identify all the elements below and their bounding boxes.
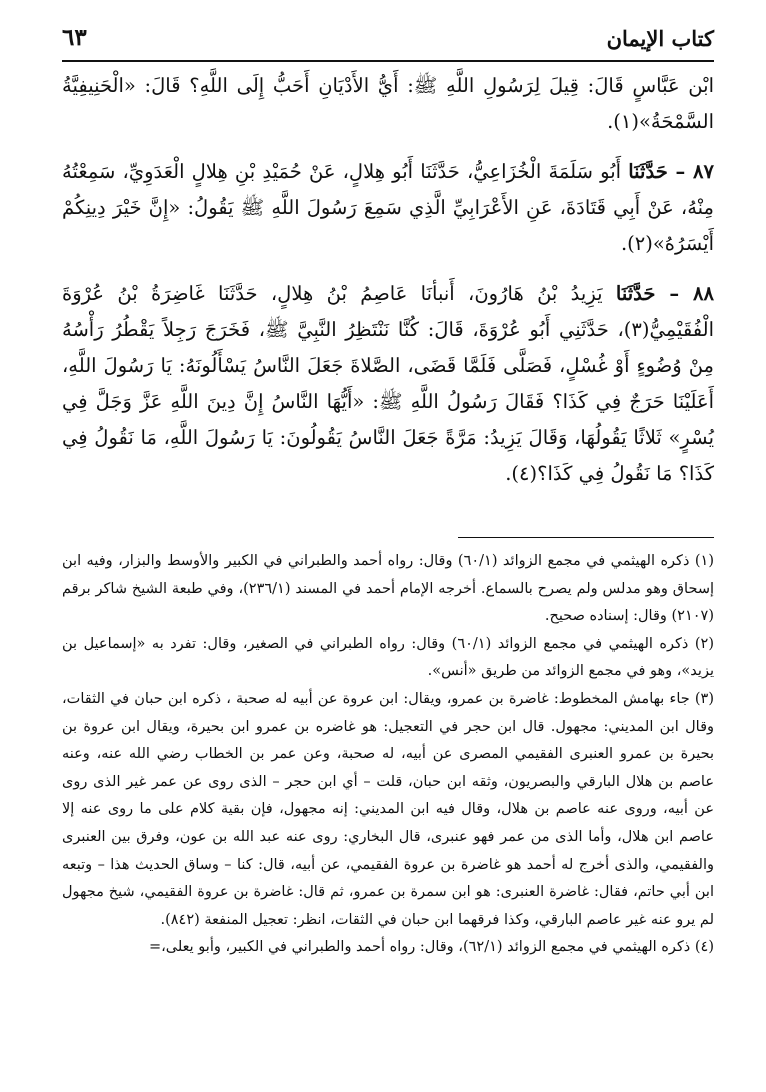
page-number: ٦٣ <box>62 24 87 51</box>
footnotes <box>62 548 714 962</box>
hadith-number-88: ٨٨ – حَدَّثَنَا <box>615 282 714 305</box>
hadith-text-88: يَزِيدُ بْنُ هَارُونَ، أَنبأنَا عَاصِمُ بْنُ هِلالٍ، حَدَّثَنَا غَاضِرَةُ بْنُ عُرْوَةَ الْفُقَيْمِيُّ(٣)، حَدَّثَنِي أَبُو عُرْوَةَ، قَالَ: كُنَّا نَنْتَظِرُ النَّبِيَّ ﷺ، فَخَرَجَ رَجِلاً يَقْطُرُ رَأْسُهُ مِنْ وُضُوءٍ أَوْ غُسْلٍ، فَصَلَّى فَلَمَّا قَضَى، الصَّلاةَ جَعَلَ النَّاسُ يَسْأَلُونَهُ: يَا رَسُولَ اللَّهِ، أَعَلَيْنَا حَرَجٌ فِي كَذَا؟ فَقَالَ رَسُولُ اللَّهِ ﷺ: «أَيُّهَا النَّاسُ إِنَّ دِينَ اللَّهِ عَزَّ وَجَلَّ فِي يُسْرٍ» ثَلاثًا يَقُولُهَا، وَقَالَ يَزِيدُ: مَرَّةً جَعَلَ النَّاسُ يَقُولُونَ: يَا رَسُولَ اللَّهِ، مَا نَقُولُ فِي كَذَا؟ مَا نَقُولُ فِي كَذَا؟(٤). <box>62 282 714 485</box>
hadith-text-87: أَبُو سَلَمَةَ الْخُزَاعِيُّ، حَدَّثَنَا أَبُو هِلالٍ، عَنْ حُمَيْدِ بْنِ هِلالٍ الْعَدَوِيِّ، سَمِعْتُهُ مِنْهُ، عَنْ أَبِي قَتَادَةَ، عَنِ الأَعْرَابِيِّ الَّذِي سَمِعَ رَسُولَ اللَّهِ ﷺ يَقُولُ: «إِنَّ خَيْرَ دِينِكُمْ أَيْسَرُهُ»(٢). <box>62 160 714 255</box>
main-text <box>62 68 714 506</box>
footnote-3: (٣) جاء بهامش المخطوط: غاضرة بن عمرو، ويقال: ابن عروة عن أبيه له صحبة ، ذكره ابن حبان في الثقات، وقال ابن المديني: مجهول. قال ابن حجر في التعجيل: هو غاضره بن عمرو ابن بحيرة، ويقال ابن عروة بن بحيرة بن عمرو العنبرى الفقيمي المصرى عن أبيه، له صحبة، وعن عمر بن الخطاب رضي الله عنه، وعنه عاصم بن هلال البارقي والبصريون، وثقه ابن حبان، قلت – أي ابن حجر – الذى روى عن عمر غير الذى روى عن أبيه، وروى عنه عاصم بن هلال، وقال فيه ابن المديني: إنه مجهول، فإن بقية كلام على ما روى عنه إلا عاصم ابن هلال، وأما الذى من عمر فهو عنبرى، قال البخاري: روى عنه عبد الله بن عون، وفرق بين العنبرى والفقيمي، والذى أخرج له أحمد هو غاضرة بن عروة الفقيمي، عن أبيه، قال: كنا – وساق الحديث هذا – وتبعه ابن أبي حاتم، فقال: غاضرة العنبرى: هو ابن سمرة بن عمرو، ثم قال: غاضرة بن عروة الفقيمي، شيخ مجهول لم يرو عنه غير عاصم البارقي، وكذا فرقهما ابن حبان في الثقات، انظر: تعجيل المنفعة (٨٤٢). <box>62 690 714 928</box>
running-title: كتاب الإيمان <box>606 26 714 51</box>
footnote-4: (٤) ذكره الهيثمي في مجمع الزوائد (٦٢/١)، وقال: رواه أحمد والطبراني في الكبير، وأبو يعلى،= <box>148 939 714 956</box>
hadith-number-87: ٨٧ – حَدَّثَنَا <box>628 160 714 183</box>
page-header <box>62 20 714 62</box>
paragraph-hadith-86-end: ابْن عَبَّاسٍ قَالَ: قِيلَ لِرَسُولِ اللَّهِ ﷺ: أَيُّ الأَدْيَانِ أَحَبُّ إِلَى اللَّهِ؟ قَالَ: «الْحَنِيفِيَّةُ السَّمْحَةُ»(١). <box>62 74 714 133</box>
footnote-separator <box>458 537 714 538</box>
footnote-1: (١) ذكره الهيثمي في مجمع الزوائد (٦٠/١) وقال: رواه أحمد والطبراني في الكبير والأوسط والبزار، وفيه ابن إسحاق وهو مدلس ولم يصرح بالسماع. أخرجه الإمام أحمد في المسند (٢٣٦/١)، وفي طبعة الشيخ شاكر برقم (٢١٠٧) وقال: إسناده صحيح. <box>62 553 714 625</box>
paragraph-hadith-87 <box>62 154 714 262</box>
paragraph-hadith-88 <box>62 276 714 492</box>
footnote-2: (٢) ذكره الهيثمي في مجمع الزوائد (٦٠/١) وقال: رواه الطبراني في الصغير، وقال: تفرد به «إسماعيل بن يزيد»، وهو في مجمع الزوائد من طريق «أنس». <box>62 635 714 680</box>
